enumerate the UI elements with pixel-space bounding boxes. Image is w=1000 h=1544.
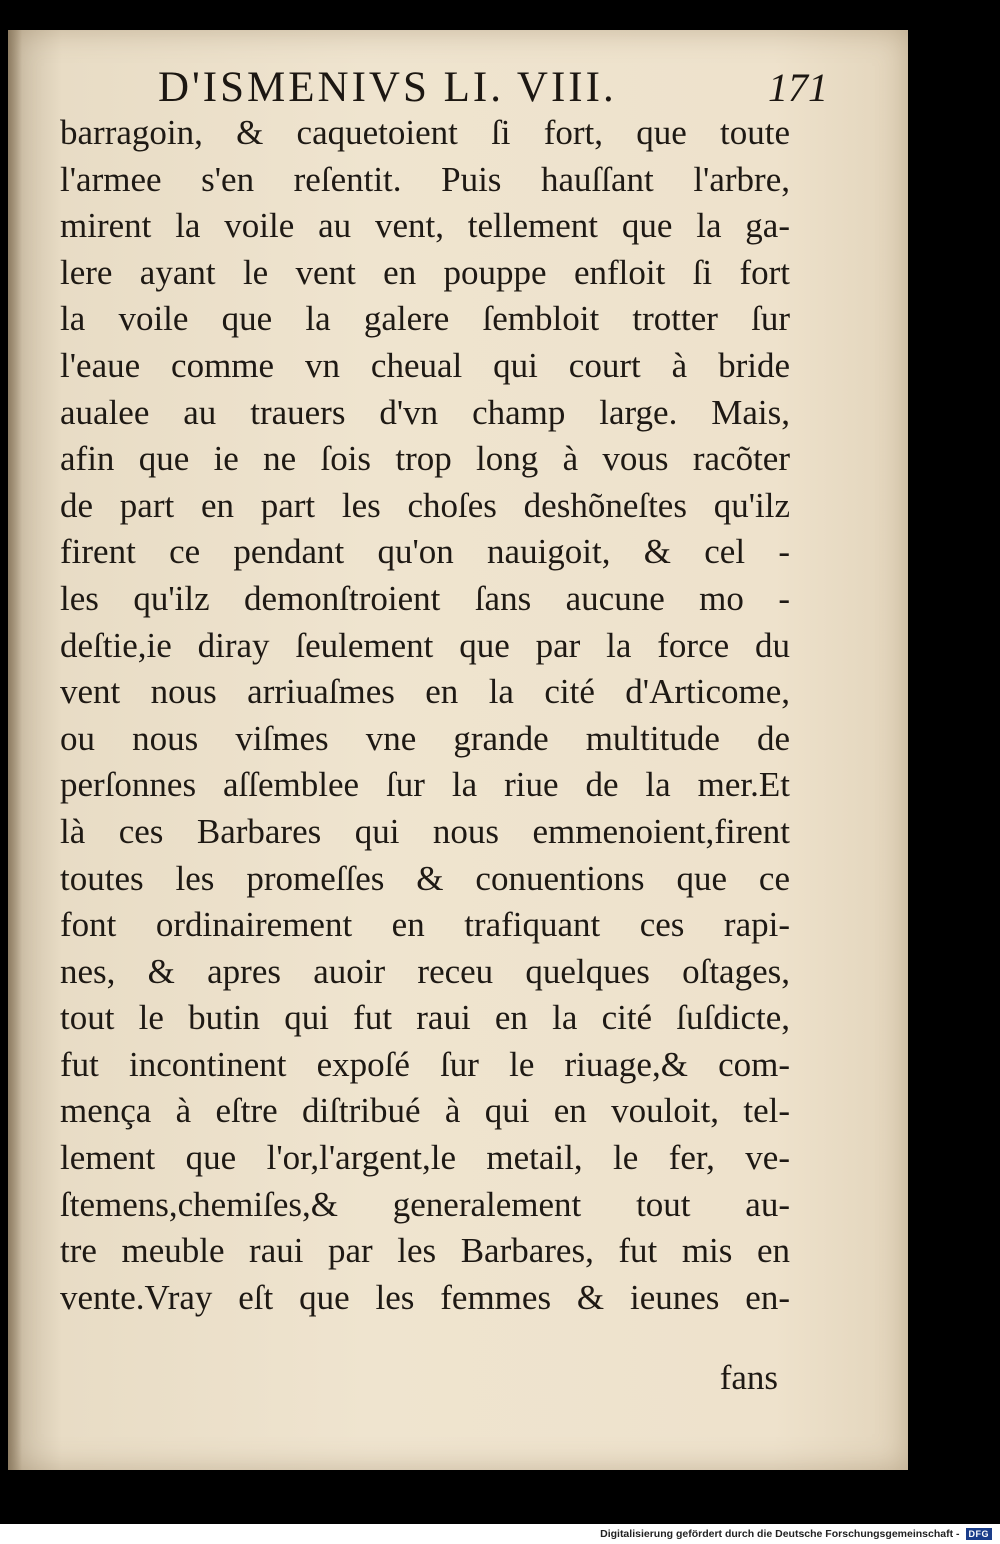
- body-text: [60, 110, 790, 1321]
- text-line: la voile que la galere ſembloit trotter ſur: [60, 299, 790, 339]
- text-line: les qu'ilz demonſtroient ſans aucune mo -: [60, 578, 790, 618]
- text-line: de part en part les choſes deshõneſtes qu'ilz: [60, 485, 790, 525]
- running-head: [158, 58, 828, 118]
- book-page: [8, 30, 908, 1470]
- text-line: font ordinairement en trafiquant ces rapi-: [60, 905, 790, 945]
- text-line: aualee au trauers d'vn champ large. Mais,: [60, 392, 790, 432]
- text-line: nes, & apres auoir receu quelques oſtages,: [60, 951, 790, 991]
- text-line: afin que ie ne ſois trop long à vous racõter: [60, 439, 790, 479]
- text-line: firent ce pendant qu'on nauigoit, & cel -: [60, 532, 790, 572]
- text-line: perſonnes aſſemblee ſur la riue de la mer.Et: [60, 765, 790, 805]
- text-line: mirent la voile au vent, tellement que la ga-: [60, 206, 790, 246]
- text-line: deſtie,ie diray ſeulement que par la force du: [60, 625, 790, 665]
- text-line: ou nous viſmes vne grande multitude de: [60, 718, 790, 758]
- text-line: l'armee s'en reſentit. Puis hauſſant l'arbre,: [60, 159, 790, 199]
- running-title: D'ISMENIVS LI. VIII.: [158, 64, 617, 111]
- text-line: barragoin, & caquetoient ſi fort, que toute: [60, 113, 790, 152]
- catchword: fans: [719, 1358, 778, 1397]
- text-line: l'eaue comme vn cheual qui court à bride: [60, 345, 790, 385]
- text-line: vent nous arriuaſmes en la cité d'Articome,: [60, 672, 790, 712]
- text-line: ſtemens,chemiſes,& generalement tout au-: [60, 1184, 790, 1224]
- text-line: toutes les promeſſes & conuentions que ce: [60, 858, 790, 898]
- text-line: vente.Vray eſt que les femmes & ieunes en-: [60, 1277, 790, 1317]
- text-line: tout le butin qui fut raui en la cité ſuſdicte,: [60, 998, 790, 1038]
- funding-credit: Digitalisierung gefördert durch die Deutsche Forschungsgemeinschaft -: [600, 1528, 960, 1540]
- text-line: tre meuble raui par les Barbares, fut mis en: [60, 1231, 790, 1271]
- text-line: fut incontinent expoſé ſur le riuage,& com-: [60, 1044, 790, 1084]
- digitization-footer: [0, 1524, 1000, 1544]
- text-line: mença à eſtre diſtribué à qui en vouloit, tel-: [60, 1091, 790, 1131]
- text-line: là ces Barbares qui nous emmenoient,firent: [60, 811, 790, 851]
- page-number: 171: [768, 65, 828, 110]
- text-line: lement que l'or,l'argent,le metail, le fer, ve-: [60, 1138, 790, 1178]
- text-line: lere ayant le vent en pouppe enfloit ſi fort: [60, 252, 790, 292]
- dfg-logo: DFG: [966, 1528, 993, 1540]
